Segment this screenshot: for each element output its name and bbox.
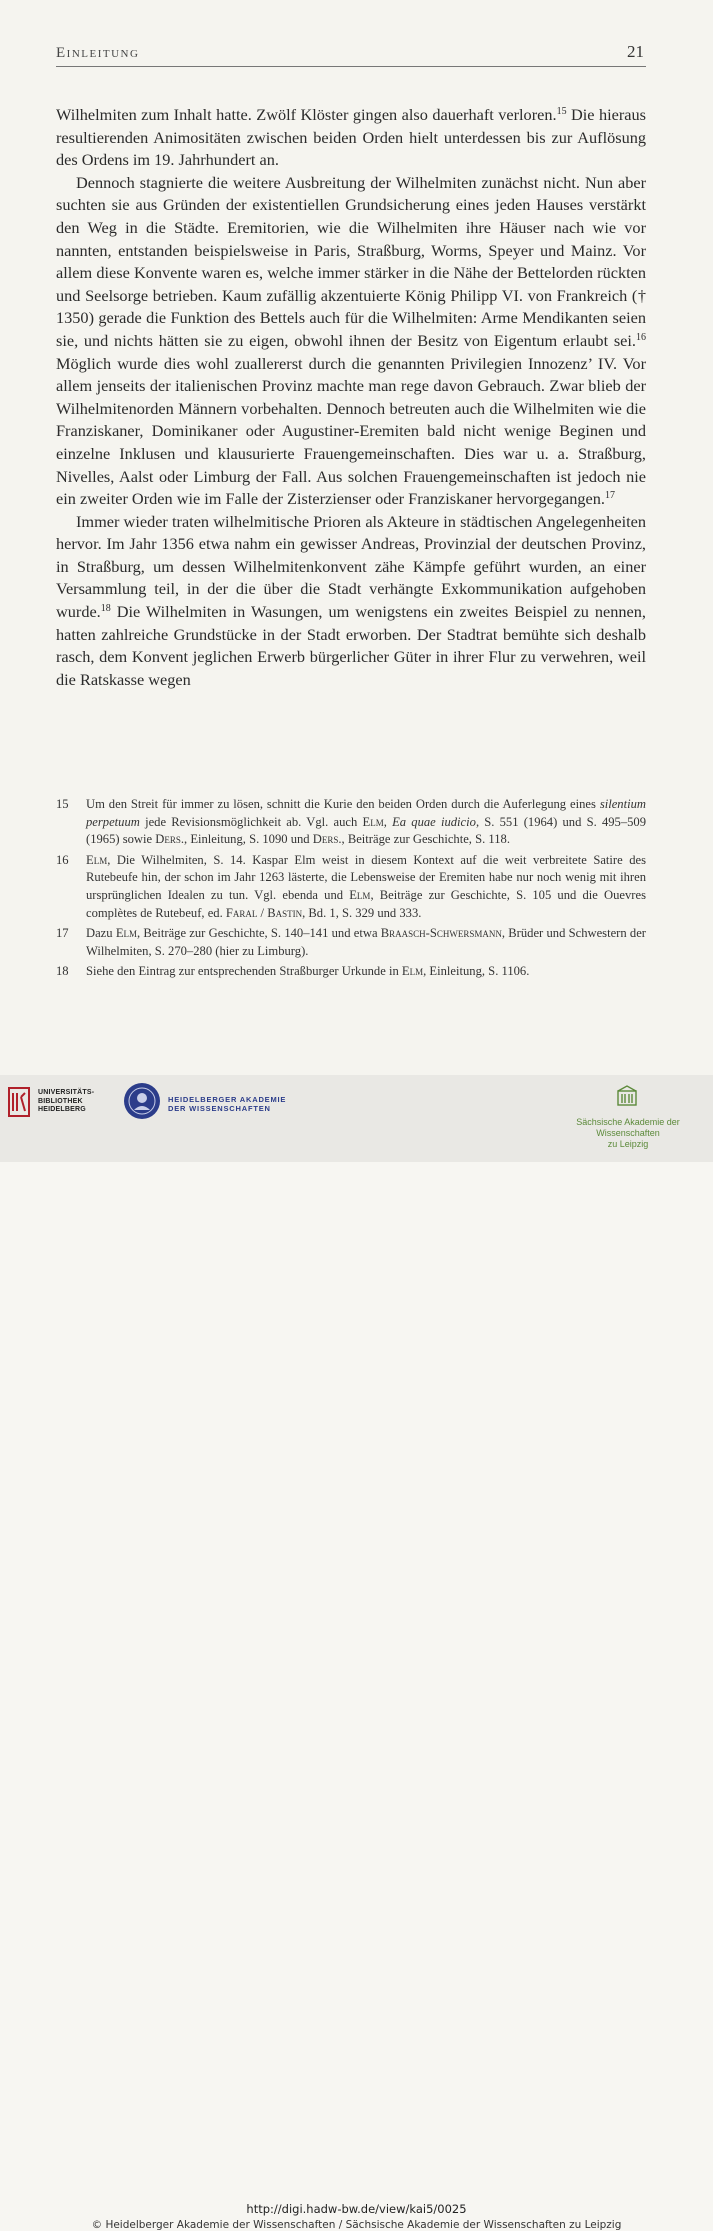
document-page <box>0 0 713 1075</box>
author-name: Ders. <box>312 832 342 847</box>
haw-seal-icon <box>124 1083 160 1119</box>
author-name: Ders. <box>155 832 185 847</box>
ub-line: UNIVERSITÄTS- <box>38 1089 95 1096</box>
text-run: Die Wilhelmiten in Wasungen, um wenigstens ein zweites Beispiel zu nennen, hatten zahlreiche Grundstücke in der Stadt erworben. Der Stadtrat bemühte sich deshalb rasch, dem Konvent jeglichen Erwerb bürgerlicher Güter in ihrer Flur zu verwehren, weil die Ratskasse wegen <box>56 602 646 689</box>
ub-line: BIBLIOTHEK <box>38 1097 83 1105</box>
ub-logo-icon <box>8 1087 30 1117</box>
footnote-text: , Beiträge zur Geschichte, S. 105 und die Ouevres complètes de Rutebeuf, ed. <box>86 887 646 920</box>
paragraph-3 <box>56 511 646 692</box>
text-run: Dennoch stagnierte die weitere Ausbreitung der Wilhelmiten zunächst nicht. Nun aber suchten sie aus Gründen der existentiellen Grundsicherung eines jeden Hauses verstärkt den Weg in die Städte. Eremitorien, wie die Wilhelmiten ihre Häuser nach wie vor nannten, entstanden beispielsweise in Paris, Straßburg, Worms, Speyer und Mainz. Vor allem diese Konvente waren es, welche immer stärker in die Nähe der Bettelorden rückten und Seelsorge betrieben. Kaum zufällig akzentuierte König Philipp VI. von Frankreich († 1350) gerade die Funktion des Bettels auch für die Wilhelmiten: Arme Mendikanten seien sie, und nichts hätten sie zu eigen, obwohl ihnen der Besitz von Eigentum erlaubt sei. <box>56 172 646 350</box>
haw-logo[interactable] <box>124 1083 314 1123</box>
copyright-notice: © Heidelberger Akademie der Wissenschaften / Sächsische Akademie der Wissenschaften zu Leipzig <box>91 2219 622 2231</box>
footnote-text: , Brüder und Schwestern der Wilhelmiten, S. 270–280 (hier zu Limburg). <box>86 926 646 958</box>
footnote-15 <box>56 796 646 849</box>
footnote-text: jede Revisionsmöglichkeit ab. Vgl. auch <box>139 814 363 829</box>
footnote-text: , S. 551 (1964) und S. 495–509 (1965) sowie <box>86 814 647 847</box>
footnote-text: Dazu <box>86 926 116 941</box>
italic-title: silentium perpetuum <box>86 797 646 829</box>
saw-line: Sächsische Akademie der Wissenschaften <box>576 1117 680 1138</box>
footnote-text: / <box>257 905 268 920</box>
ub-heidelberg-logo[interactable] <box>8 1087 108 1127</box>
footnote-number: 15 <box>56 797 69 811</box>
footnote-ref-18[interactable]: 18 <box>100 603 111 615</box>
footnote-number: 17 <box>56 926 69 941</box>
footnote-text: Siehe den Eintrag zur entsprechenden Straßburger Urkunde in <box>86 964 402 979</box>
footnote-text: Um den Streit für immer zu lösen, schnitt die Kurie den beiden Orden durch die Auferlegung eines <box>86 797 600 811</box>
paragraph-1 <box>56 104 646 172</box>
ub-logo-text <box>38 1089 94 1115</box>
text-run: Wilhelmiten zum Inhalt hatte. Zwölf Klöster gingen also dauerhaft verloren. <box>56 105 557 124</box>
footer-banner <box>0 1075 713 2231</box>
text-run: Immer wieder traten wilhelmitische Prioren als Akteure in städtischen Angelegenheiten hervor. Im Jahr 1356 etwa nahm ein gewisser Andreas, Provinzial der deutschen Provinz, in Straßburg, um dessen Wilhelmitenkonvent zähe Kämpfe geführt wurden, an einer Versammlung teil, in der die über die Stadt verhängte Exkommunikation aufgehoben wurde. <box>56 511 646 622</box>
saw-building-icon <box>616 1085 638 1107</box>
paragraph-2 <box>56 172 646 511</box>
footnote-text: , <box>383 814 393 829</box>
body-text <box>56 104 646 691</box>
author-name: Elm <box>401 964 424 979</box>
footnote-text: , Beiträge zur Geschichte, S. 118. <box>341 832 510 847</box>
running-header <box>56 44 646 67</box>
footnote-ref-15[interactable]: 15 <box>556 106 567 117</box>
footnote-text: , Beiträge zur Geschichte, S. 140–141 und etwa <box>137 926 381 941</box>
page-number: 21 <box>627 42 644 61</box>
saw-line: zu Leipzig <box>607 1139 649 1149</box>
footnote-ref-16[interactable]: 16 <box>636 331 646 343</box>
footnote-16 <box>56 852 646 922</box>
running-title: Einleitung <box>56 45 140 61</box>
footnote-text: , Einleitung, S. 1090 und <box>184 832 313 847</box>
text-run: Möglich wurde dies wohl zuallererst durch die genannten Privilegien Innozenz’ IV. Vor allem jenseits der italienischen Provinz machte man rege davon Gebrauch. Zwar blieb der Wilhelmitenorden Männern vorbehalten. Dennoch betreuten auch die Wilhelmiten wie die Franziskaner, Dominikaner oder Augustiner-Eremiten bald nicht wenige Beginen und einzelne Inklusen und klausurierte Frauengemeinschaften. Dies war u. a. Straßburg, Nivelles, Aalst oder Limburg der Fall. Aus solchen Frauengemeinschaften ist jedoch nie ein zweiter Orden wie im Falle der Zisterzienser oder Franziskaner hervorgegangen. <box>56 353 646 509</box>
author-name: Elm <box>362 814 384 829</box>
footnotes <box>56 796 646 984</box>
author-name: Elm <box>115 926 138 941</box>
footnote-ref-17[interactable]: 17 <box>604 490 615 502</box>
saw-logo[interactable] <box>548 1085 708 1149</box>
permalink-url[interactable]: http://digi.hadw-bw.de/view/kai5/0025 <box>246 2202 467 2216</box>
author-name: Elm <box>86 852 108 867</box>
footnote-text: , Die Wilhelmiten, S. 14. Kaspar Elm weist in diesem Kontext auf die weit verbreitete Satire des Rutebeufe hin, der schon im Jahr 1263 lästerte, die Lebensweise der Eremiten habe nur noch wenig mit ihren ursprünglichen Idealen zu tun. Vgl. ebenda und <box>86 852 646 902</box>
footnote-text: , Einleitung, S. 1106. <box>423 964 530 979</box>
author-name: Elm <box>349 887 371 902</box>
footnote-text: , Bd. 1, S. 329 und 333. <box>302 905 422 920</box>
author-name: Braasch-Schwersmann <box>380 926 502 941</box>
footnote-18 <box>56 963 646 981</box>
italic-title: Ea quae iudicio <box>392 814 476 829</box>
footnote-17 <box>56 925 646 960</box>
text-run: Die hieraus resultierenden Animositäten zwischen beiden Orden hielt unterdessen bis zur Auflösung des Ordens im 19. Jahrhundert an. <box>56 105 646 170</box>
author-name: Faral <box>225 905 258 920</box>
footnote-number: 18 <box>56 964 69 979</box>
haw-line: DER WISSENSCHAFTEN <box>168 1104 271 1113</box>
footnote-number: 16 <box>56 852 69 867</box>
ub-line: HEIDELBERG <box>38 1106 86 1113</box>
saw-logo-text <box>548 1117 708 1150</box>
haw-logo-text <box>168 1095 286 1113</box>
author-name: Bastin <box>267 905 303 920</box>
haw-line: HEIDELBERGER AKADEMIE <box>168 1095 287 1104</box>
